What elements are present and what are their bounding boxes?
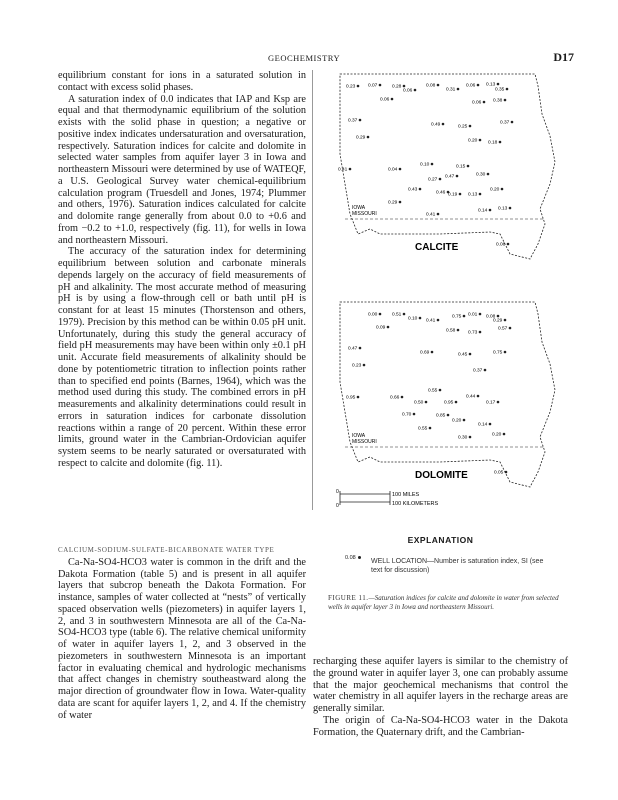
well-point [483, 101, 486, 104]
well-point [497, 401, 500, 404]
well-point [479, 139, 482, 142]
well-point [391, 98, 394, 101]
well-label: 0.41 [426, 212, 436, 218]
well-label: 0.08 [426, 83, 436, 89]
well-point [442, 123, 445, 126]
well-point [497, 315, 500, 318]
well-point [414, 89, 417, 92]
well-label: 0.13 [468, 192, 478, 198]
well-point [399, 201, 402, 204]
state-label-iowa: IOWA [352, 433, 366, 439]
well-label: 0.19 [448, 192, 458, 198]
well-point [467, 165, 470, 168]
well-point [439, 389, 442, 392]
well-label: 0.20 [468, 138, 478, 144]
well-label: 0.06 [472, 100, 482, 106]
well-label: 0.95 [444, 400, 454, 406]
well-label: 0.15 [456, 164, 466, 170]
scale-zero: 0 [336, 489, 339, 495]
well-label: 0.17 [486, 400, 496, 406]
well-label: 0.27 [428, 177, 438, 183]
well-point [349, 168, 352, 171]
well-point [507, 243, 510, 246]
well-label: 0.30 [458, 435, 468, 441]
well-label: 0.69 [420, 350, 430, 356]
well-label: 0.95 [346, 395, 356, 401]
well-point [357, 85, 360, 88]
well-point [379, 313, 382, 316]
well-point [431, 163, 434, 166]
well-label: 0.30 [476, 172, 486, 178]
well-label: 0.38 [493, 98, 503, 104]
well-label: 0.55 [428, 388, 438, 394]
figure-maps [318, 60, 568, 530]
well-label: 0.20 [492, 432, 502, 438]
well-label: 0.43 [408, 187, 418, 193]
well-label: 0.10 [420, 162, 430, 168]
well-point [509, 327, 512, 330]
dolomite-map [340, 302, 555, 487]
explanation-title: EXPLANATION [407, 535, 474, 545]
well-point [504, 351, 507, 354]
well-label: 0.13 [486, 82, 496, 88]
well-label: 0.07 [368, 83, 378, 89]
well-label: 0.45 [458, 352, 468, 358]
well-point [456, 175, 459, 178]
well-label: 0.06 [403, 88, 413, 94]
section-body [58, 545, 306, 721]
well-label: 0.20 [452, 418, 462, 424]
well-dot-icon [358, 556, 361, 559]
well-point [413, 413, 416, 416]
map-title: CALCITE [415, 242, 459, 253]
well-point [477, 84, 480, 87]
well-point [469, 353, 472, 356]
well-point [484, 369, 487, 372]
well-point [489, 423, 492, 426]
running-title: GEOCHEMISTRY [268, 53, 341, 63]
well-label: 0.37 [348, 118, 358, 124]
well-label: 0.73 [468, 330, 478, 336]
well-point [504, 99, 507, 102]
well-label: 0.58 [446, 328, 456, 334]
well-point [359, 347, 362, 350]
well-label: 0.01 [468, 312, 478, 318]
well-point [501, 188, 504, 191]
caption-text: —Saturation indices for calcite and dolomite in water from selected wells in aquifer layer 3 in Iowa and northeastern Missouri. [328, 594, 559, 611]
well-point [429, 427, 432, 430]
well-point [503, 433, 506, 436]
well-label: 0.55 [418, 426, 428, 432]
well-point [469, 436, 472, 439]
well-label: 0.06 [466, 83, 476, 89]
paragraph: The origin of Ca-Na-SO4-HCO3 water in the Dakota Formation, the Quaternary drift, and the Cambrian- [313, 714, 568, 738]
well-label: 0.35 [495, 87, 505, 93]
section-heading: CALCIUM-SODIUM-SULFATE-BICARBONATE WATER TYPE [58, 546, 275, 554]
well-label: 0.08 [496, 242, 506, 248]
well-point [479, 193, 482, 196]
well-label: 0.05 [494, 470, 504, 476]
well-point [437, 84, 440, 87]
well-label: 0.09 [376, 325, 386, 331]
well-label: 0.47 [348, 346, 358, 352]
well-point [403, 85, 406, 88]
well-label: 0.06 [380, 97, 390, 103]
well-label: 0.66 [390, 395, 400, 401]
well-symbol [345, 555, 361, 561]
state-label-missouri: MISSOURI [352, 211, 377, 217]
well-point [437, 213, 440, 216]
well-label: 0.70 [402, 412, 412, 418]
well-point [425, 401, 428, 404]
well-point [497, 83, 500, 86]
left-column [58, 70, 306, 470]
well-point [363, 364, 366, 367]
paragraph: Ca-Na-SO4-HCO3 water is common in the drift and the Dakota Formation (table 5) and is present in all aquifer layers that subcrop beneath the Dakota Formation. For instance, samples of water collected at “nests” of vertically spaced observation wells (piezometers) in aquifer layers 1, 2, and 3 in southwestern Minnesota are all of the Ca-Na-SO4-HCO3 type (table 6). The relative chemical uniformity of water in aquifer layers 1, 2, and 3 observed in the piezometers in southwestern Minnesota is an important factor in evaluating chemical and hydrologic mechanisms that affect changes in chemistry southeastward along the major direction of groundwater flow in Iowa. Water-quality data are scant for aquifer layers 1, 2, and 4. If the chemistry of water [58, 556, 306, 721]
well-label: 0.51 [392, 312, 402, 318]
well-label: 0.37 [500, 120, 510, 126]
well-label: 0.29 [388, 200, 398, 206]
well-label: 0.29 [356, 135, 366, 141]
well-label: 0.75 [452, 314, 462, 320]
well-point [419, 317, 422, 320]
well-point [455, 401, 458, 404]
well-label: 0.50 [414, 400, 424, 406]
well-label: 0.37 [473, 368, 483, 374]
well-label: 0.29 [493, 318, 503, 324]
well-label: 0.49 [431, 122, 441, 128]
well-label: 0.20 [490, 187, 500, 193]
well-point [463, 419, 466, 422]
well-label: 0.31 [446, 87, 456, 93]
scale-bar [336, 489, 438, 509]
calcite-map [338, 74, 555, 259]
well-label: 0.23 [346, 84, 356, 90]
well-point [419, 188, 422, 191]
paragraph: equilibrium constant for ions in a saturated solution in contact with excess solid phases. [58, 70, 306, 93]
well-label: 0.75 [493, 350, 503, 356]
right-column [313, 656, 568, 738]
scale-km: 100 KILOMETERS [392, 501, 439, 507]
well-label: 0.08 [486, 314, 496, 320]
map-title: DOLOMITE [415, 470, 468, 481]
well-point [504, 319, 507, 322]
state-label-missouri: MISSOURI [352, 439, 377, 445]
well-label: 0.04 [388, 167, 398, 173]
well-point [505, 471, 508, 474]
well-label: 0.47 [445, 174, 455, 180]
scale-zero-km: 0 [336, 503, 339, 509]
symbol-value: 0.08 [345, 555, 356, 561]
well-point [479, 331, 482, 334]
well-label: 0.57 [498, 326, 508, 332]
well-label: 0.41 [426, 318, 436, 324]
well-label: 0.14 [478, 422, 488, 428]
well-point [511, 121, 514, 124]
well-label: 0.13 [498, 206, 508, 212]
well-point [489, 209, 492, 212]
well-point [479, 313, 482, 316]
well-label: 0.28 [392, 84, 402, 90]
well-point [437, 319, 440, 322]
well-point [499, 141, 502, 144]
well-point [487, 173, 490, 176]
paragraph: A saturation index of 0.0 indicates that IAP and Ksp are equal and that thermodynamic equilibrium of the solution exists with the solid phase in question; a negative or positive index indicates undersaturation and oversaturation, respectively. Saturation indices for calcite and dolomite in selected water samples from aquifer layer 3 in Iowa and northeastern Missouri were determined by use of WATEQF, a U.S. Geological Survey water chemical-equilibrium calculation program (Truesdell and Jones, 1974; Plummer and others, 1976). Saturation indices calculated for calcite and dolomite range generally from about 0.0 to +0.6 and from −0.2 to +1.0, respectively (fig. 11), for wells in Iowa and northeastern Missouri. [58, 93, 306, 246]
well-label: 0.00 [368, 312, 378, 318]
well-point [457, 88, 460, 91]
well-point [403, 313, 406, 316]
well-label: 0.46 [436, 190, 446, 196]
column-divider [312, 70, 313, 510]
well-label: 0.85 [436, 413, 446, 419]
well-point [387, 326, 390, 329]
well-point [439, 178, 442, 181]
well-label: 0.25 [458, 124, 468, 130]
well-label: 0.41 [338, 167, 348, 173]
well-point [431, 351, 434, 354]
well-label: 0.18 [488, 140, 498, 146]
state-boundary [340, 74, 555, 259]
well-location-text: WELL LOCATION—Number is saturation index, SI (see text for discussion) [371, 558, 544, 574]
scale-miles: 100 MILES [392, 492, 420, 498]
well-point [367, 136, 370, 139]
well-point [447, 414, 450, 417]
well-point [457, 329, 460, 332]
well-label: 0.14 [478, 208, 488, 214]
well-point [399, 168, 402, 171]
well-point [469, 125, 472, 128]
well-point [379, 84, 382, 87]
well-point [506, 88, 509, 91]
figure-caption [328, 594, 568, 612]
state-label-iowa: IOWA [352, 205, 366, 211]
well-point [359, 119, 362, 122]
well-label: 0.10 [408, 316, 418, 322]
explanation [313, 535, 568, 574]
well-point [509, 207, 512, 210]
caption-label: FIGURE 11. [328, 594, 369, 602]
well-label: 0.23 [352, 363, 362, 369]
well-label: 0.44 [466, 394, 476, 400]
well-point [401, 396, 404, 399]
paragraph: The accuracy of the saturation index for determining equilibrium between solution and carbonate minerals depends largely on the accuracy of field measurements of pH and alkalinity. The most accurate method of measuring pH is by using a flow-through cell or bath until pH is constant for at least 15 minutes (Thorstenson and others, 1979). Precision by this method can be within 0.05 pH unit. Unfortunately, during this study the general accuracy of field pH measurements may have been within only ±0.1 pH unit. Accurate field measurements of alkalinity should be done by potentiometric titration to inflection points rather than to specified end points (Barnes, 1964), which was the method used during this study. The combined errors in pH measurements and alkalinity determinations could result in errors in saturation indices for carbonate dissolution reactions within a range of 20 percent. Within these error limits, ground water in the Cambrian-Ordovician aquifer system seems to be nearly saturated or oversaturated with respect to calcite and dolomite (fig. 11). [58, 246, 306, 469]
well-point [477, 395, 480, 398]
page-number: D17 [553, 50, 574, 64]
map-figure [318, 60, 568, 530]
well-point [459, 193, 462, 196]
paragraph: recharging these aquifer layers is similar to the chemistry of the ground water in aquifer layer 3, one can probably assume that the major geochemical mechanisms that control the water chemistry in all aquifer layers in the recharge areas are generally similar. [313, 656, 568, 714]
well-point [463, 315, 466, 318]
well-point [357, 396, 360, 399]
